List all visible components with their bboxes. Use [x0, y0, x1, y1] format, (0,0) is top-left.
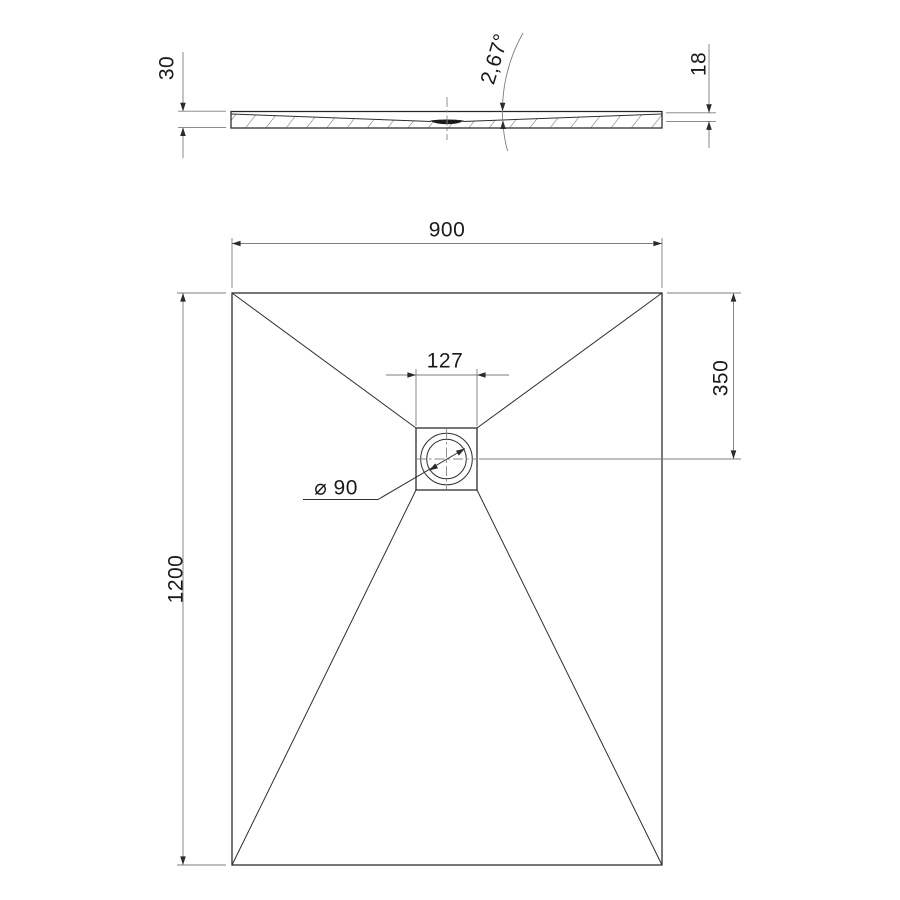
dim-width-900	[232, 238, 662, 288]
dim-drain-width-127	[386, 369, 509, 426]
label-length: 1200	[164, 554, 188, 604]
label-width: 900	[428, 218, 466, 242]
label-center-depth: 18	[687, 51, 711, 77]
plan-view	[177, 238, 741, 865]
fold-line-top-right	[477, 293, 662, 428]
label-drain-width: 127	[426, 349, 464, 373]
fold-line-bottom-left	[232, 490, 416, 865]
label-drain-offset: 350	[709, 359, 733, 397]
label-slope-angle: 2,67°	[476, 30, 514, 88]
label-drain-diameter: ⌀ 90	[314, 476, 358, 500]
tray-plan-outline	[232, 293, 662, 865]
dim-drain-offset-350	[479, 293, 741, 459]
section-view	[178, 30, 716, 158]
fold-line-top-left	[232, 293, 416, 428]
dim-edge-height-30	[178, 52, 226, 158]
fold-line-bottom-right	[477, 490, 662, 865]
label-edge-height: 30	[155, 55, 179, 81]
